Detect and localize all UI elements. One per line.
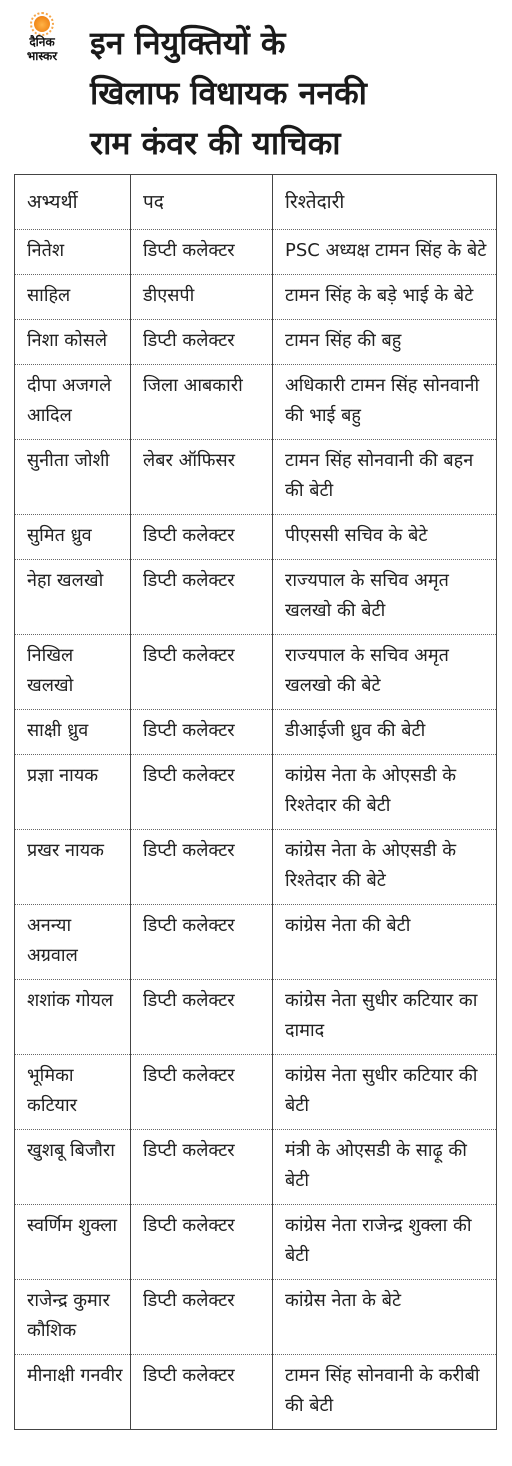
cell-post: डिप्टी कलेक्टर (131, 515, 273, 560)
logo-text-line2: भास्कर (26, 49, 58, 63)
cell-candidate: खुशबू बिजौरा (15, 1130, 131, 1205)
cell-candidate: प्रखर नायक (15, 830, 131, 905)
logo-text-line1: दैनिक (29, 35, 55, 49)
cell-relation: टामन सिंह की बहु (273, 320, 497, 365)
cell-candidate: नितेश (15, 230, 131, 275)
cell-relation: PSC अध्यक्ष टामन सिंह के बेटे (273, 230, 497, 275)
cell-relation: राज्यपाल के सचिव अमृत खलखो की बेटी (273, 560, 497, 635)
cell-post: डिप्टी कलेक्टर (131, 1205, 273, 1280)
appointments-table (14, 174, 497, 1430)
cell-post: डीएसपी (131, 275, 273, 320)
table-row (15, 755, 497, 830)
table-row (15, 830, 497, 905)
cell-post: डिप्टी कलेक्टर (131, 560, 273, 635)
table-row (15, 275, 497, 320)
cell-candidate: साक्षी ध्रुव (15, 710, 131, 755)
table-row (15, 560, 497, 635)
header (0, 0, 512, 172)
cell-relation: पीएससी सचिव के बेटे (273, 515, 497, 560)
title-line-2: खिलाफ विधायक ननकी (90, 74, 367, 112)
cell-post: डिप्टी कलेक्टर (131, 1280, 273, 1355)
table-row (15, 710, 497, 755)
cell-candidate: भूमिका कटियार (15, 1055, 131, 1130)
cell-post: डिप्टी कलेक्टर (131, 710, 273, 755)
cell-candidate: स्वर्णिम शुक्ला (15, 1205, 131, 1280)
cell-relation: राज्यपाल के सचिव अमृत खलखो की बेटे (273, 635, 497, 710)
table-row (15, 515, 497, 560)
dainik-bhaskar-logo (18, 16, 66, 68)
cell-candidate: दीपा अजगले आदिल (15, 365, 131, 440)
cell-candidate: निखिल खलखो (15, 635, 131, 710)
cell-candidate: शशांक गोयल (15, 980, 131, 1055)
column-header-candidate: अभ्यर्थी (15, 175, 131, 230)
table-row (15, 440, 497, 515)
table-row (15, 1280, 497, 1355)
cell-post: लेबर ऑफिसर (131, 440, 273, 515)
table-row (15, 320, 497, 365)
column-header-relation: रिश्तेदारी (273, 175, 497, 230)
cell-relation: कांग्रेस नेता सुधीर कटियार की बेटी (273, 1055, 497, 1130)
cell-post: जिला आबकारी (131, 365, 273, 440)
sun-icon (34, 16, 50, 32)
cell-post: डिप्टी कलेक्टर (131, 830, 273, 905)
cell-relation: कांग्रेस नेता के ओएसडी के रिश्तेदार की बेटी (273, 755, 497, 830)
cell-relation: कांग्रेस नेता सुधीर कटियार का दामाद (273, 980, 497, 1055)
table-row (15, 1205, 497, 1280)
column-header-post: पद (131, 175, 273, 230)
cell-candidate: प्रज्ञा नायक (15, 755, 131, 830)
cell-relation: कांग्रेस नेता के बेटे (273, 1280, 497, 1355)
table-row (15, 1355, 497, 1430)
table-row (15, 365, 497, 440)
cell-candidate: सुनीता जोशी (15, 440, 131, 515)
cell-relation: डीआईजी ध्रुव की बेटी (273, 710, 497, 755)
table-header-row (15, 175, 497, 230)
cell-post: डिप्टी कलेक्टर (131, 1055, 273, 1130)
cell-candidate: नेहा खलखो (15, 560, 131, 635)
cell-post: डिप्टी कलेक्टर (131, 980, 273, 1055)
cell-relation: टामन सिंह सोनवानी के करीबी की बेटी (273, 1355, 497, 1430)
table-row (15, 635, 497, 710)
table-row (15, 1130, 497, 1205)
cell-post: डिप्टी कलेक्टर (131, 320, 273, 365)
cell-relation: मंत्री के ओएसडी के साढ़ू की बेटी (273, 1130, 497, 1205)
cell-post: डिप्टी कलेक्टर (131, 755, 273, 830)
table-row (15, 905, 497, 980)
cell-candidate: निशा कोसले (15, 320, 131, 365)
cell-relation: कांग्रेस नेता राजेन्द्र शुक्ला की बेटी (273, 1205, 497, 1280)
cell-post: डिप्टी कलेक्टर (131, 905, 273, 980)
cell-candidate: राजेन्द्र कुमार कौशिक (15, 1280, 131, 1355)
cell-relation: कांग्रेस नेता की बेटी (273, 905, 497, 980)
cell-relation: टामन सिंह सोनवानी की बहन की बेटी (273, 440, 497, 515)
cell-post: डिप्टी कलेक्टर (131, 230, 273, 275)
cell-post: डिप्टी कलेक्टर (131, 1130, 273, 1205)
title-line-3: राम कंवर की याचिका (90, 124, 341, 162)
table-row (15, 980, 497, 1055)
cell-candidate: सुमित ध्रुव (15, 515, 131, 560)
cell-relation: अधिकारी टामन सिंह सोनवानी की भाई बहु (273, 365, 497, 440)
cell-post: डिप्टी कलेक्टर (131, 1355, 273, 1430)
title-line-1: इन नियुक्तियों के (90, 24, 286, 62)
cell-candidate: अनन्या अग्रवाल (15, 905, 131, 980)
cell-candidate: मीनाक्षी गनवीर (15, 1355, 131, 1430)
cell-candidate: साहिल (15, 275, 131, 320)
cell-post: डिप्टी कलेक्टर (131, 635, 273, 710)
table-row (15, 230, 497, 275)
table-row (15, 1055, 497, 1130)
cell-relation: टामन सिंह के बड़े भाई के बेटे (273, 275, 497, 320)
cell-relation: कांग्रेस नेता के ओएसडी के रिश्तेदार की बेटे (273, 830, 497, 905)
page-title (90, 18, 500, 168)
